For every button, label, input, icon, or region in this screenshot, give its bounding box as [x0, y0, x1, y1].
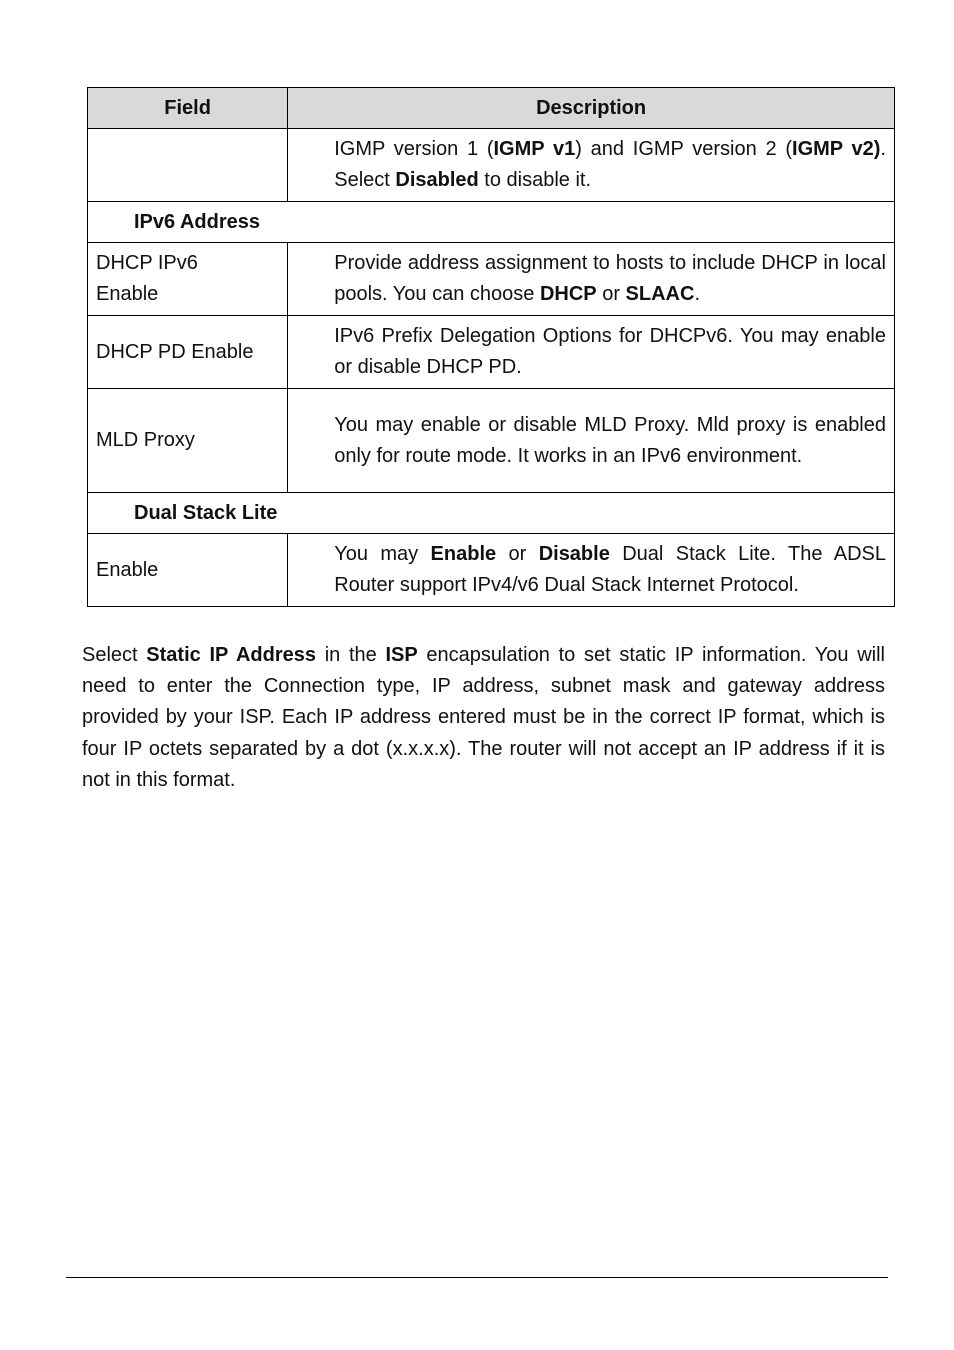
text-run: IPv6 Prefix Delegation Options for DHCPv6. You may enable or disable DHCP PD.	[334, 325, 886, 378]
text-run: You may enable or disable MLD Proxy. Mld proxy is enabled only for route mode. It works in an IPv6 environment.	[334, 413, 886, 467]
section-title-ipv6: IPv6 Address	[88, 202, 895, 243]
bold-text-run: DHCP	[539, 283, 597, 305]
field-cell: DHCP PD Enable	[88, 316, 288, 389]
field-cell: Enable	[88, 534, 288, 607]
text-run: Select	[82, 644, 147, 666]
section-row-ipv6	[88, 202, 895, 243]
description-cell	[288, 129, 895, 202]
text-run: Provide address assignment to hosts to include DHCP in local pools. You can choose	[334, 252, 886, 305]
text-run: . Select	[334, 138, 886, 191]
field-cell: MLD Proxy	[88, 389, 288, 493]
description-cell	[288, 389, 895, 493]
bold-text-run: IGMP v1	[493, 138, 576, 160]
table-row	[88, 316, 895, 389]
text-run: .	[694, 283, 700, 305]
text-run: IGMP version 1 (	[334, 138, 494, 160]
footer-divider	[66, 1277, 888, 1278]
description-cell	[288, 316, 895, 389]
field-description-table	[87, 87, 895, 607]
text-run: encapsulation to set static IP information. You will need to enter the Connection type, IP address, subnet mask and gateway address provided by your ISP. Each IP address entered must be in the correct IP format, which is four IP octets separated by a dot (x.x.x.x). The router will not accept an IP address if it is not in this format.	[82, 644, 886, 791]
text-run: You may	[334, 543, 431, 565]
header-field: Field	[88, 88, 288, 129]
section-title-dslite: Dual Stack Lite	[88, 493, 895, 534]
text-run: Dual Stack Lite. The ADSL Router support IPv4/v6 Dual Stack Internet Protocol.	[334, 543, 886, 596]
text-run: ) and IGMP version 2 (	[575, 138, 793, 160]
bold-text-run: ISP	[385, 644, 418, 666]
description-cell	[288, 243, 895, 316]
bold-text-run: Disabled	[395, 169, 479, 191]
text-run: in the	[316, 644, 386, 666]
body-paragraph	[82, 640, 885, 796]
text-run: or	[596, 283, 626, 305]
bold-text-run: SLAAC	[625, 283, 695, 305]
bold-text-run: Enable	[430, 543, 497, 565]
table-header-row	[88, 88, 895, 129]
text-run: to disable it.	[478, 169, 592, 191]
bold-text-run: Disable	[538, 543, 610, 565]
table-row	[88, 534, 895, 607]
section-row-dslite	[88, 493, 895, 534]
field-cell: DHCP IPv6 Enable	[88, 243, 288, 316]
bold-text-run: IGMP v2)	[792, 138, 881, 160]
table-row	[88, 243, 895, 316]
table-row	[88, 389, 895, 493]
header-description: Description	[288, 88, 895, 129]
text-run: or	[496, 543, 539, 565]
bold-text-run: Static IP Address	[146, 644, 316, 666]
table-row	[88, 129, 895, 202]
description-cell	[288, 534, 895, 607]
field-cell	[88, 129, 288, 202]
